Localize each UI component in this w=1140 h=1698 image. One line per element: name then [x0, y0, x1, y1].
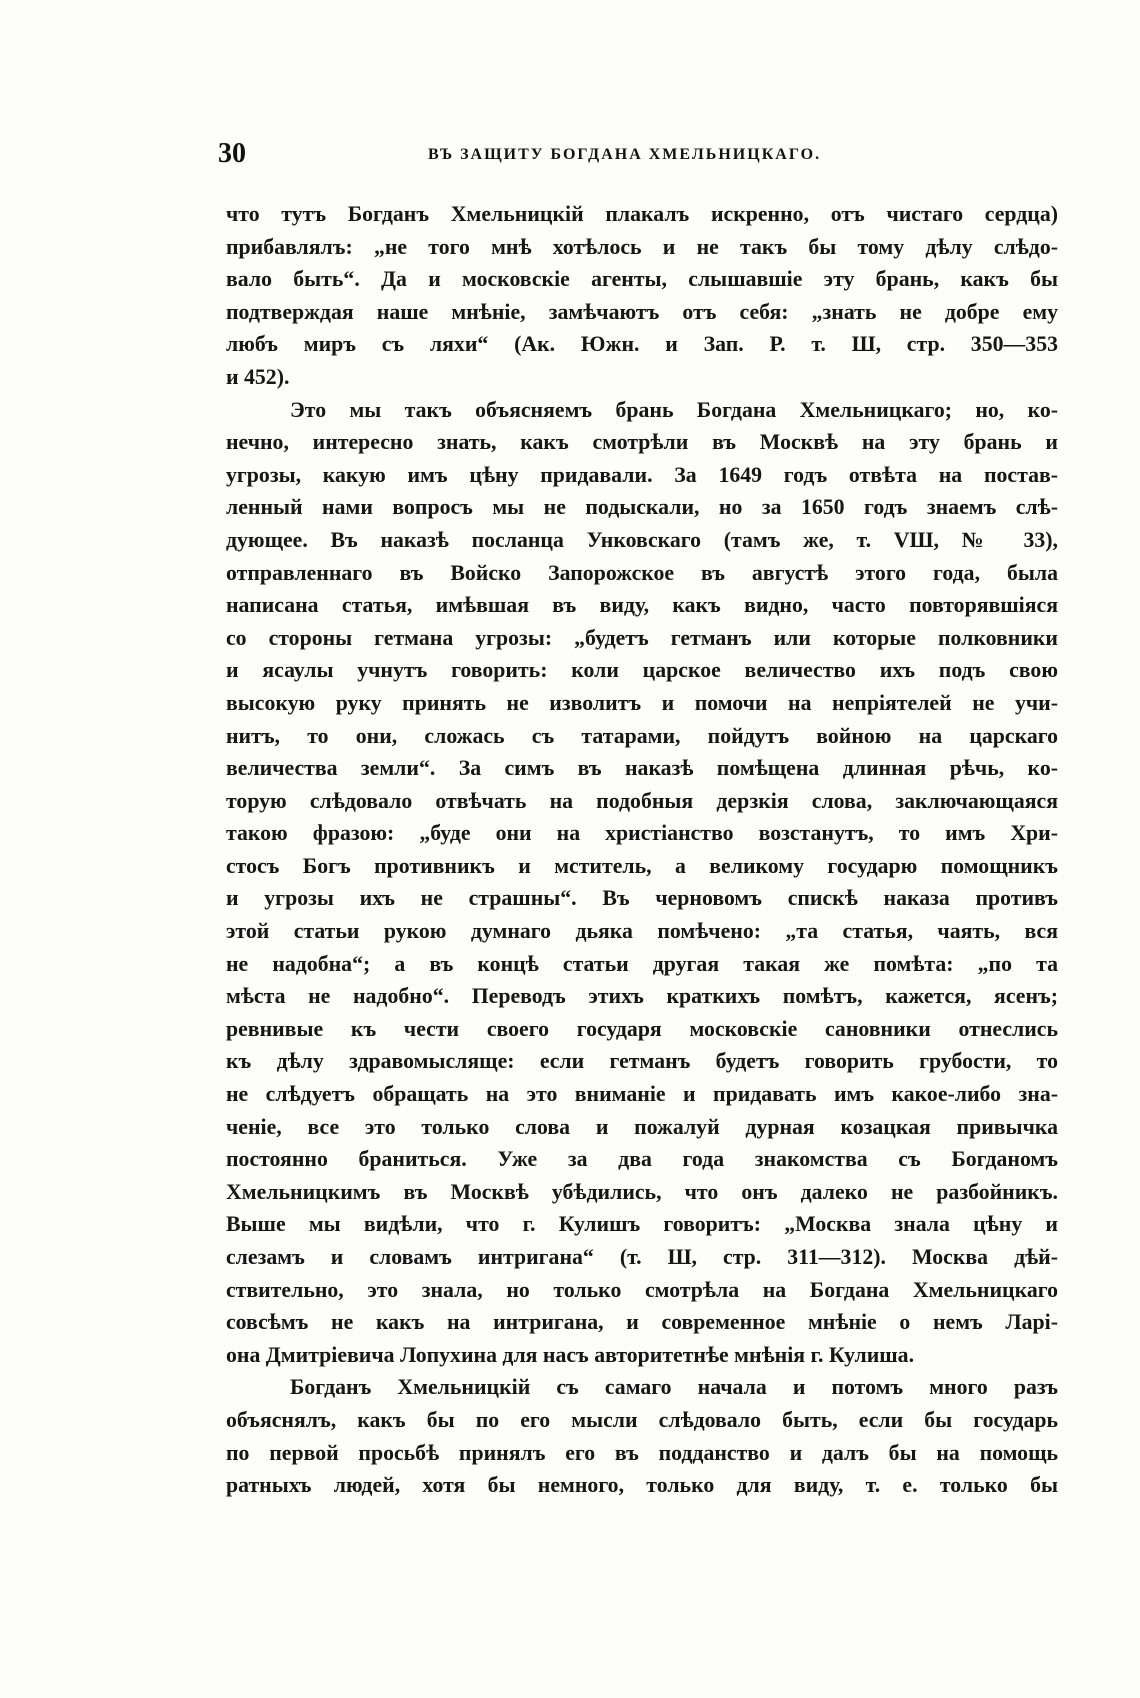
running-title: ВЪ ЗАЩИТУ БОГДАНА ХМЕЛЬНИЦКАГО.	[428, 146, 822, 163]
text-line: она Дмитріевича Лопухина для насъ авторитетнѣе мнѣнія г. Кулиша.	[226, 1342, 915, 1367]
text-line: вало быть“. Да и московскіе агенты, слышавшіе эту брань, какъ бы	[226, 267, 1058, 292]
text-line: дующее. Въ наказѣ посланца Унковскаго (тамъ же, т. VШ, № 33),	[226, 527, 1058, 552]
text-line: и 452).	[226, 364, 290, 389]
text-line: нитъ, то они, сложась съ татарами, пойдутъ войною на царскаго	[226, 723, 1058, 748]
body-text	[226, 198, 1058, 1502]
text-line: написана статья, имѣвшая въ виду, какъ видно, часто повторявшіяся	[226, 593, 1058, 618]
text-line: по первой просьбѣ принялъ его въ подданство и далъ бы на помощь	[226, 1440, 1058, 1465]
text-line: любъ миръ съ ляхи“ (Ак. Южн. и Зап. Р. т. Ш, стр. 350—353	[226, 332, 1058, 357]
running-head	[218, 138, 1058, 178]
text-line: совсѣмъ не какъ на интригана, и современное мнѣніе о немъ Ларі-	[226, 1310, 1058, 1335]
text-line: подтверждая наше мнѣніе, замѣчаютъ отъ себя: „знать не добре ему	[226, 299, 1058, 324]
text-line: постоянно браниться. Уже за два года знакомства съ Богданомъ	[226, 1147, 1058, 1172]
text-line: ченіе, все это только слова и пожалуй дурная козацкая привычка	[226, 1114, 1058, 1139]
text-line: ревнивые къ чести своего государя московскіе сановники отнеслись	[226, 1016, 1058, 1041]
paragraph	[226, 198, 1058, 394]
text-line: ратныхъ людей, хотя бы немного, только для виду, т. е. только бы	[226, 1473, 1058, 1498]
text-line: не надобна“; а въ концѣ статьи другая такая же помѣта: „по та	[226, 951, 1058, 976]
text-line: Богданъ Хмельницкій съ самаго начала и потомъ много разъ	[290, 1375, 1058, 1400]
page-number: 30	[218, 138, 246, 169]
text-line: высокую руку принять не изволитъ и помочи на непріятелей не учи-	[226, 690, 1058, 715]
text-line: ствительно, это знала, но только смотрѣла на Богдана Хмельницкаго	[226, 1277, 1058, 1302]
text-line: не слѣдуетъ обращать на это вниманіе и придавать имъ какое-либо зна-	[226, 1082, 1058, 1107]
text-line: слезамъ и словамъ интригана“ (т. Ш, стр. 311—312). Москва дѣй-	[226, 1245, 1058, 1269]
text-line: нечно, интересно знать, какъ смотрѣли въ Москвѣ на эту брань и	[226, 430, 1058, 455]
text-line: угрозы, какую имъ цѣну придавали. За 1649 годъ отвѣта на постав-	[226, 462, 1058, 487]
paragraph	[226, 1371, 1058, 1501]
text-line: стосъ Богъ противникъ и мститель, а великому государю помощникъ	[226, 853, 1058, 878]
text-line: и ясаулы учнутъ говорить: коли царское величество ихъ подъ свою	[226, 658, 1058, 683]
text-line: такою фразою: „буде они на христіанство возстанутъ, то имъ Хри-	[226, 821, 1058, 846]
text-line: ленный нами вопросъ мы не подыскали, но за 1650 годъ знаемъ слѣ-	[226, 495, 1058, 520]
paragraph	[226, 394, 1058, 1372]
text-line: Выше мы видѣли, что г. Кулишъ говоритъ: „Москва знала цѣну и	[226, 1212, 1058, 1237]
text-line: со стороны гетмана угрозы: „будетъ гетманъ или которые полковники	[226, 625, 1058, 650]
text-line: и угрозы ихъ не страшны“. Въ черновомъ спискѣ наказа противъ	[226, 886, 1058, 911]
text-line: къ дѣлу здравомыслящe: если гетманъ будетъ говорить грубости, то	[226, 1049, 1058, 1074]
text-line: торую слѣдовало отвѣчать на подобныя дерзкія слова, заключающаяся	[226, 788, 1058, 813]
text-line: Это мы такъ объясняемъ брань Богдана Хмельницкаго; но, ко-	[290, 397, 1058, 422]
text-line: величества земли“. За симъ въ наказѣ помѣщена длинная рѣчь, ко-	[226, 756, 1058, 781]
text-line: отправленнаго въ Войско Запорожское въ августѣ этого года, была	[226, 560, 1058, 585]
text-line: объяснялъ, какъ бы по его мысли слѣдовало быть, если бы государь	[226, 1407, 1058, 1432]
text-line: мѣста не надобно“. Переводъ этихъ краткихъ помѣтъ, кажется, ясенъ;	[226, 984, 1058, 1009]
text-line: прибавлялъ: „не того мнѣ хотѣлось и не такъ бы тому дѣлу слѣдо-	[226, 234, 1058, 259]
text-line: Хмельницкимъ въ Москвѣ убѣдились, что онъ далеко не разбойникъ.	[226, 1179, 1058, 1204]
text-line: этой статьи рукою думнаго дьяка помѣчено: „та статья, чаять, вся	[226, 919, 1058, 944]
text-line: что тутъ Богданъ Хмельницкій плакалъ искренно, отъ чистаго сердца)	[226, 202, 1058, 226]
